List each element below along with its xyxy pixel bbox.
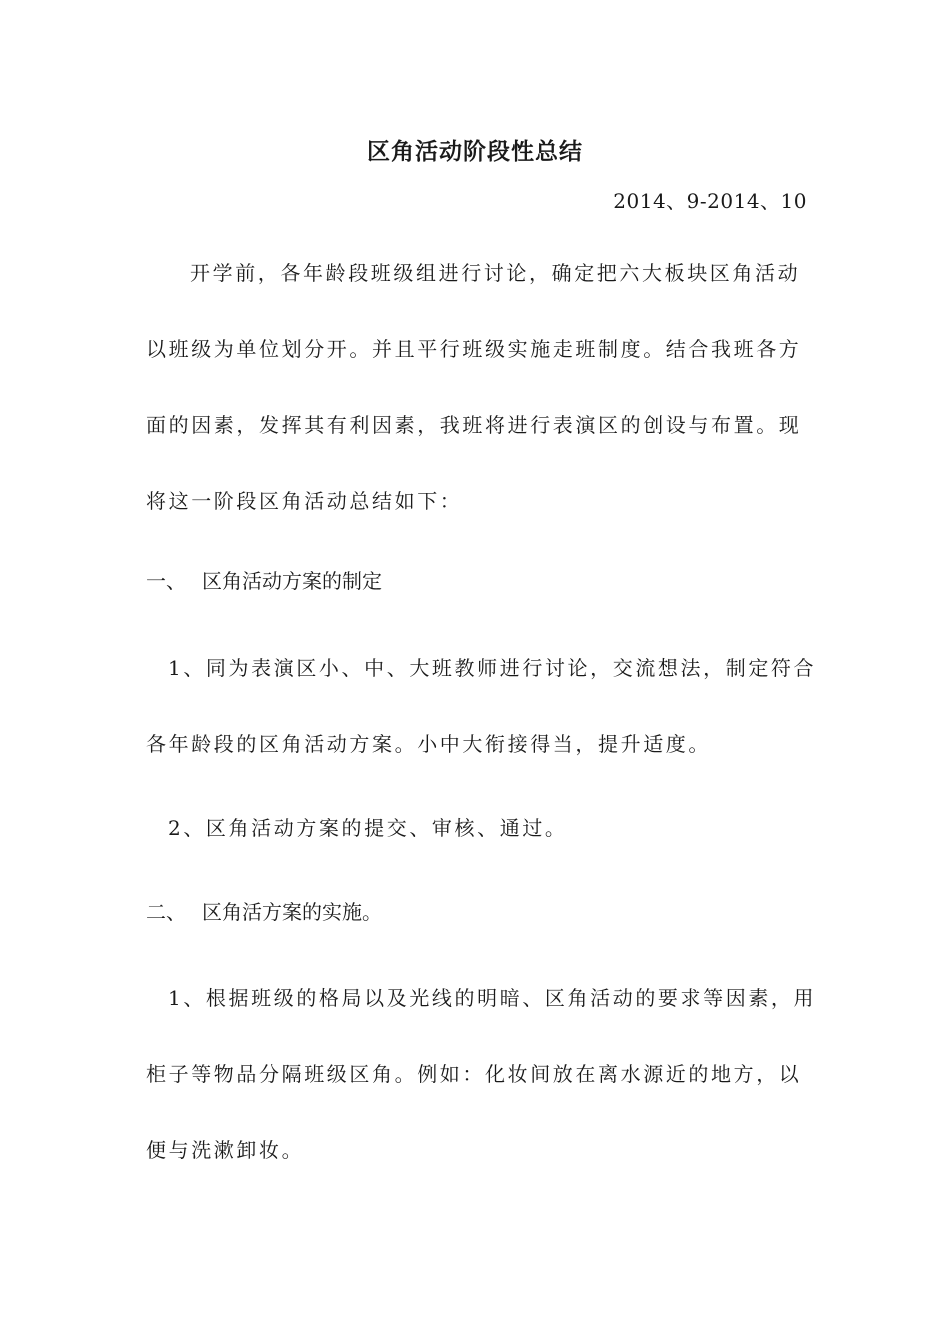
- intro-paragraph: [146, 235, 810, 539]
- section-1-item-1-line-1: 1、同为表演区小、中、大班教师进行讨论，交流想法，制定符合: [168, 656, 817, 680]
- section-2-item-1: [146, 960, 817, 1188]
- section-1-item-2-line-1: 2、区角活动方案的提交、审核、通过。: [168, 816, 568, 840]
- document-title: 区角活动阶段性总结: [367, 139, 583, 165]
- section-1-item-1: [146, 630, 817, 782]
- section-2-item-1-line-2: 柜子等物品分隔班级区角。例如：化妆间放在离水源近的地方，以: [146, 1062, 802, 1086]
- intro-line-1: 开学前，各年龄段班级组进行讨论，确定把六大板块区角活动: [190, 261, 801, 285]
- section-2-item-1-line-3: 便与洗漱卸妆。: [146, 1138, 305, 1162]
- section-2-title: 区角活方案的实施。: [202, 900, 382, 924]
- section-1-item-1-line-2: 各年龄段的区角活动方案。小中大衔接得当，提升适度。: [146, 732, 711, 756]
- section-1-heading: [146, 566, 382, 596]
- document-date: 2014、9-2014、10: [613, 189, 807, 213]
- section-2-number: 二、: [146, 900, 186, 924]
- intro-line-4: 将这一阶段区角活动总结如下：: [146, 489, 463, 513]
- section-2-heading: [146, 897, 382, 927]
- section-1-item-2: [146, 790, 810, 866]
- intro-line-2: 以班级为单位划分开。并且平行班级实施走班制度。结合我班各方: [146, 337, 802, 361]
- section-2-item-1-line-1: 1、根据班级的格局以及光线的明暗、区角活动的要求等因素，用: [168, 986, 817, 1010]
- section-1-number: 一、: [146, 569, 186, 593]
- intro-line-3: 面的因素，发挥其有利因素，我班将进行表演区的创设与布置。现: [146, 413, 802, 437]
- section-1-title: 区角活动方案的制定: [202, 569, 382, 593]
